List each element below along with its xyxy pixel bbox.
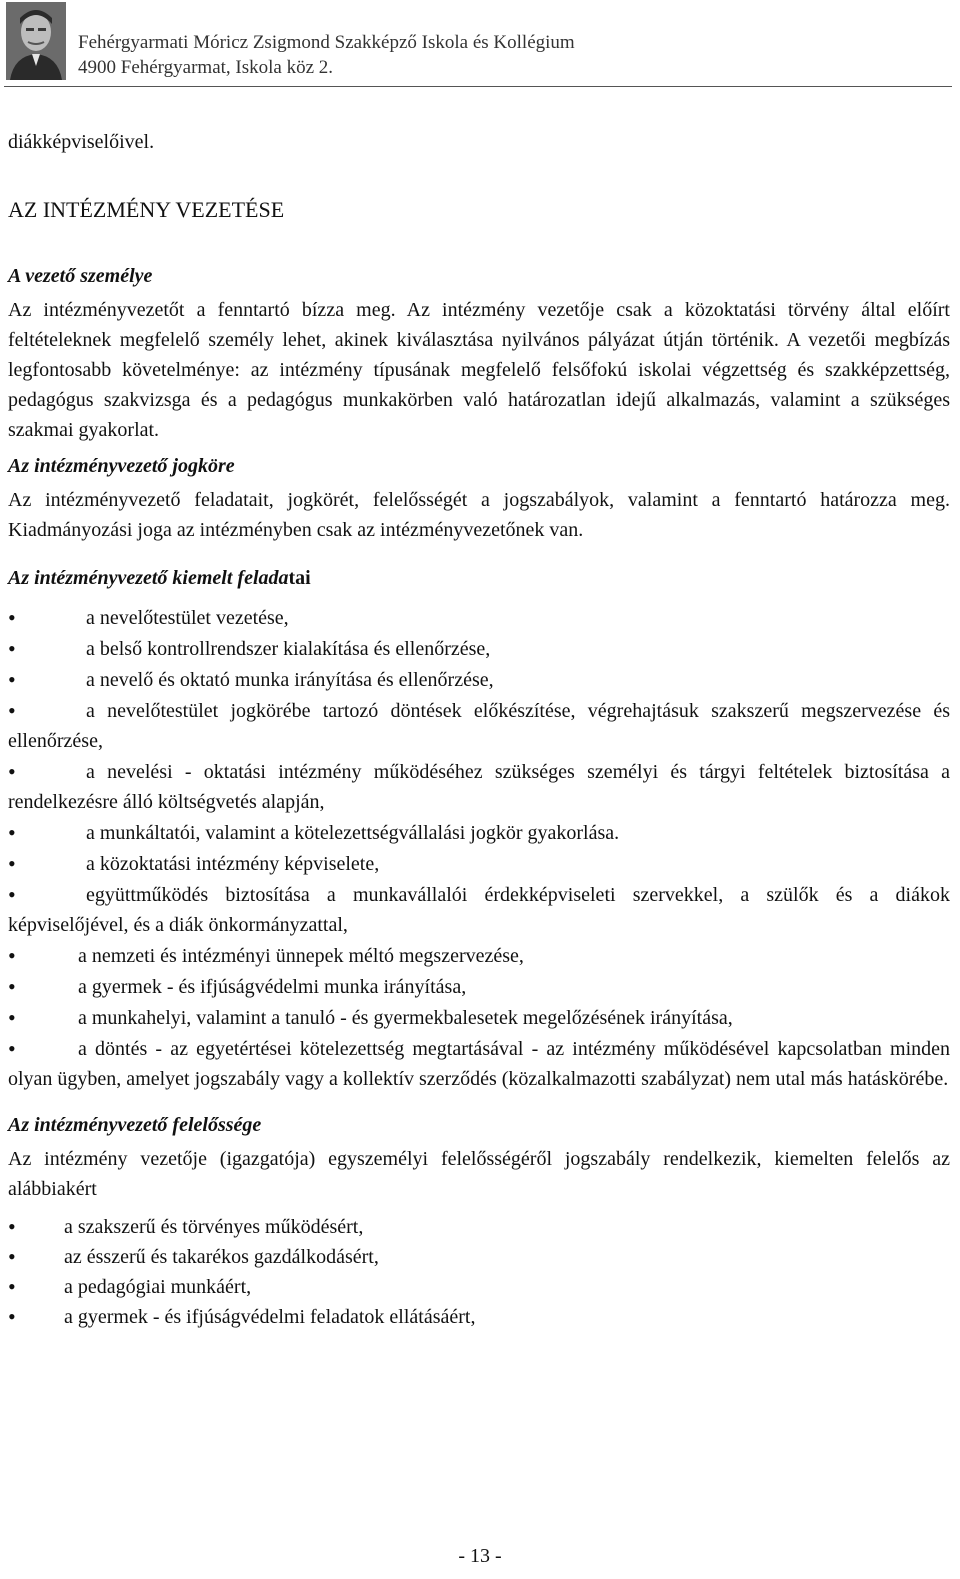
header-text bbox=[78, 30, 575, 80]
school-name: Fehérgyarmati Móricz Zsigmond Szakképző Iskola és Kollégium bbox=[78, 32, 575, 53]
list-item: • a nevelési ‐ oktatási intézmény működéséhez szükséges személyi és tárgyi feltételek biztosítása a rendelkezésre álló költségvetés alapján, bbox=[8, 757, 950, 817]
main-heading: AZ INTÉZMÉNY VEZETÉSE bbox=[8, 197, 285, 222]
school-address: 4900 Fehérgyarmat, Iskola köz 2. bbox=[78, 57, 334, 78]
list-item: • a nevelőtestület jogkörébe tartozó döntések előkészítése, végrehajtásuk szakszerű megszervezése és ellenőrzése, bbox=[8, 696, 950, 756]
tasks-title-suffix: tai bbox=[288, 567, 311, 589]
section-body-responsibility: Az intézmény vezetője (igazgatója) egyszemélyi felelősségéről jogszabály rendelkezik, kiemelten felelős az alábbiakért bbox=[8, 1148, 950, 1200]
section-title-tasks bbox=[8, 563, 950, 593]
responsibility-list bbox=[8, 1212, 950, 1332]
section-title-responsibility: Az intézményvezető felelőssége bbox=[8, 1114, 262, 1136]
founder-portrait bbox=[6, 2, 66, 80]
continuation-text: diákképviselőivel. bbox=[8, 131, 155, 153]
page-number: - 13 - bbox=[458, 1545, 502, 1567]
list-item: • a szakszerű és törvényes működésért, bbox=[8, 1212, 950, 1242]
list-item: • a gyermek ‐ és ifjúságvédelmi feladatok ellátásáért, bbox=[8, 1302, 950, 1332]
list-item: • a nevelőtestület vezetése, bbox=[8, 603, 950, 633]
section-title-authority: Az intézményvezető jogköre bbox=[8, 455, 235, 477]
page-header bbox=[0, 0, 960, 88]
document-body bbox=[8, 127, 950, 1332]
list-item: • az ésszerű és takarékos gazdálkodásért, bbox=[8, 1242, 950, 1272]
section-body-leader: Az intézményvezetőt a fenntartó bízza meg. Az intézmény vezetője csak a közoktatási törvény által előírt feltételeknek megfelelő személy lehet, akinek kiválasztása nyilvános pályázat útján történik. A vezetői megbízás legfontosabb követelménye: az intézmény típusának megfelelő felsőfokú iskolai végzettség és szakképzettség, pedagógus szakvizsga és a pedagógus munkakörben való határozatlan idejű alkalmazás, valamint a szükséges szakmai gyakorlat. bbox=[8, 299, 950, 441]
tasks-list bbox=[8, 603, 950, 1094]
list-item: • a gyermek ‐ és ifjúságvédelmi munka irányítása, bbox=[8, 972, 950, 1002]
section-body-authority: Az intézményvezető feladatait, jogkörét, felelősségét a jogszabályok, valamint a fenntartó határozza meg. Kiadmányozási joga az intézményben csak az intézményvezetőnek van. bbox=[8, 489, 950, 541]
list-item: • a nevelő és oktató munka irányítása és ellenőrzése, bbox=[8, 665, 950, 695]
tasks-title-italic: Az intézményvezető kiemelt felada bbox=[8, 567, 289, 589]
header-divider bbox=[4, 86, 952, 87]
section-title-leader: A vezető személye bbox=[8, 265, 153, 287]
list-item: • a munkáltatói, valamint a kötelezettségvállalási jogkör gyakorlása. bbox=[8, 818, 950, 848]
list-item: • a pedagógiai munkáért, bbox=[8, 1272, 950, 1302]
list-item: • a munkahelyi, valamint a tanuló ‐ és gyermekbalesetek megelőzésének irányítása, bbox=[8, 1003, 950, 1033]
list-item: • a közoktatási intézmény képviselete, bbox=[8, 849, 950, 879]
list-item: • a döntés ‐ az egyetértései kötelezettség megtartásával ‐ az intézmény működésével kapcsolatban minden olyan ügyben, amelyet jogszabály vagy a kollektív szerződés (közalkalmazotti szabályzat) nem utal más hatáskörébe. bbox=[8, 1034, 950, 1094]
list-item: • a belső kontrollrendszer kialakítása és ellenőrzése, bbox=[8, 634, 950, 664]
list-item: • együttműködés biztosítása a munkavállalói érdekképviseleti szervekkel, a szülők és a diákok képviselőjével, és a diák önkormányzattal, bbox=[8, 880, 950, 940]
list-item: • a nemzeti és intézményi ünnepek méltó megszervezése, bbox=[8, 941, 950, 971]
